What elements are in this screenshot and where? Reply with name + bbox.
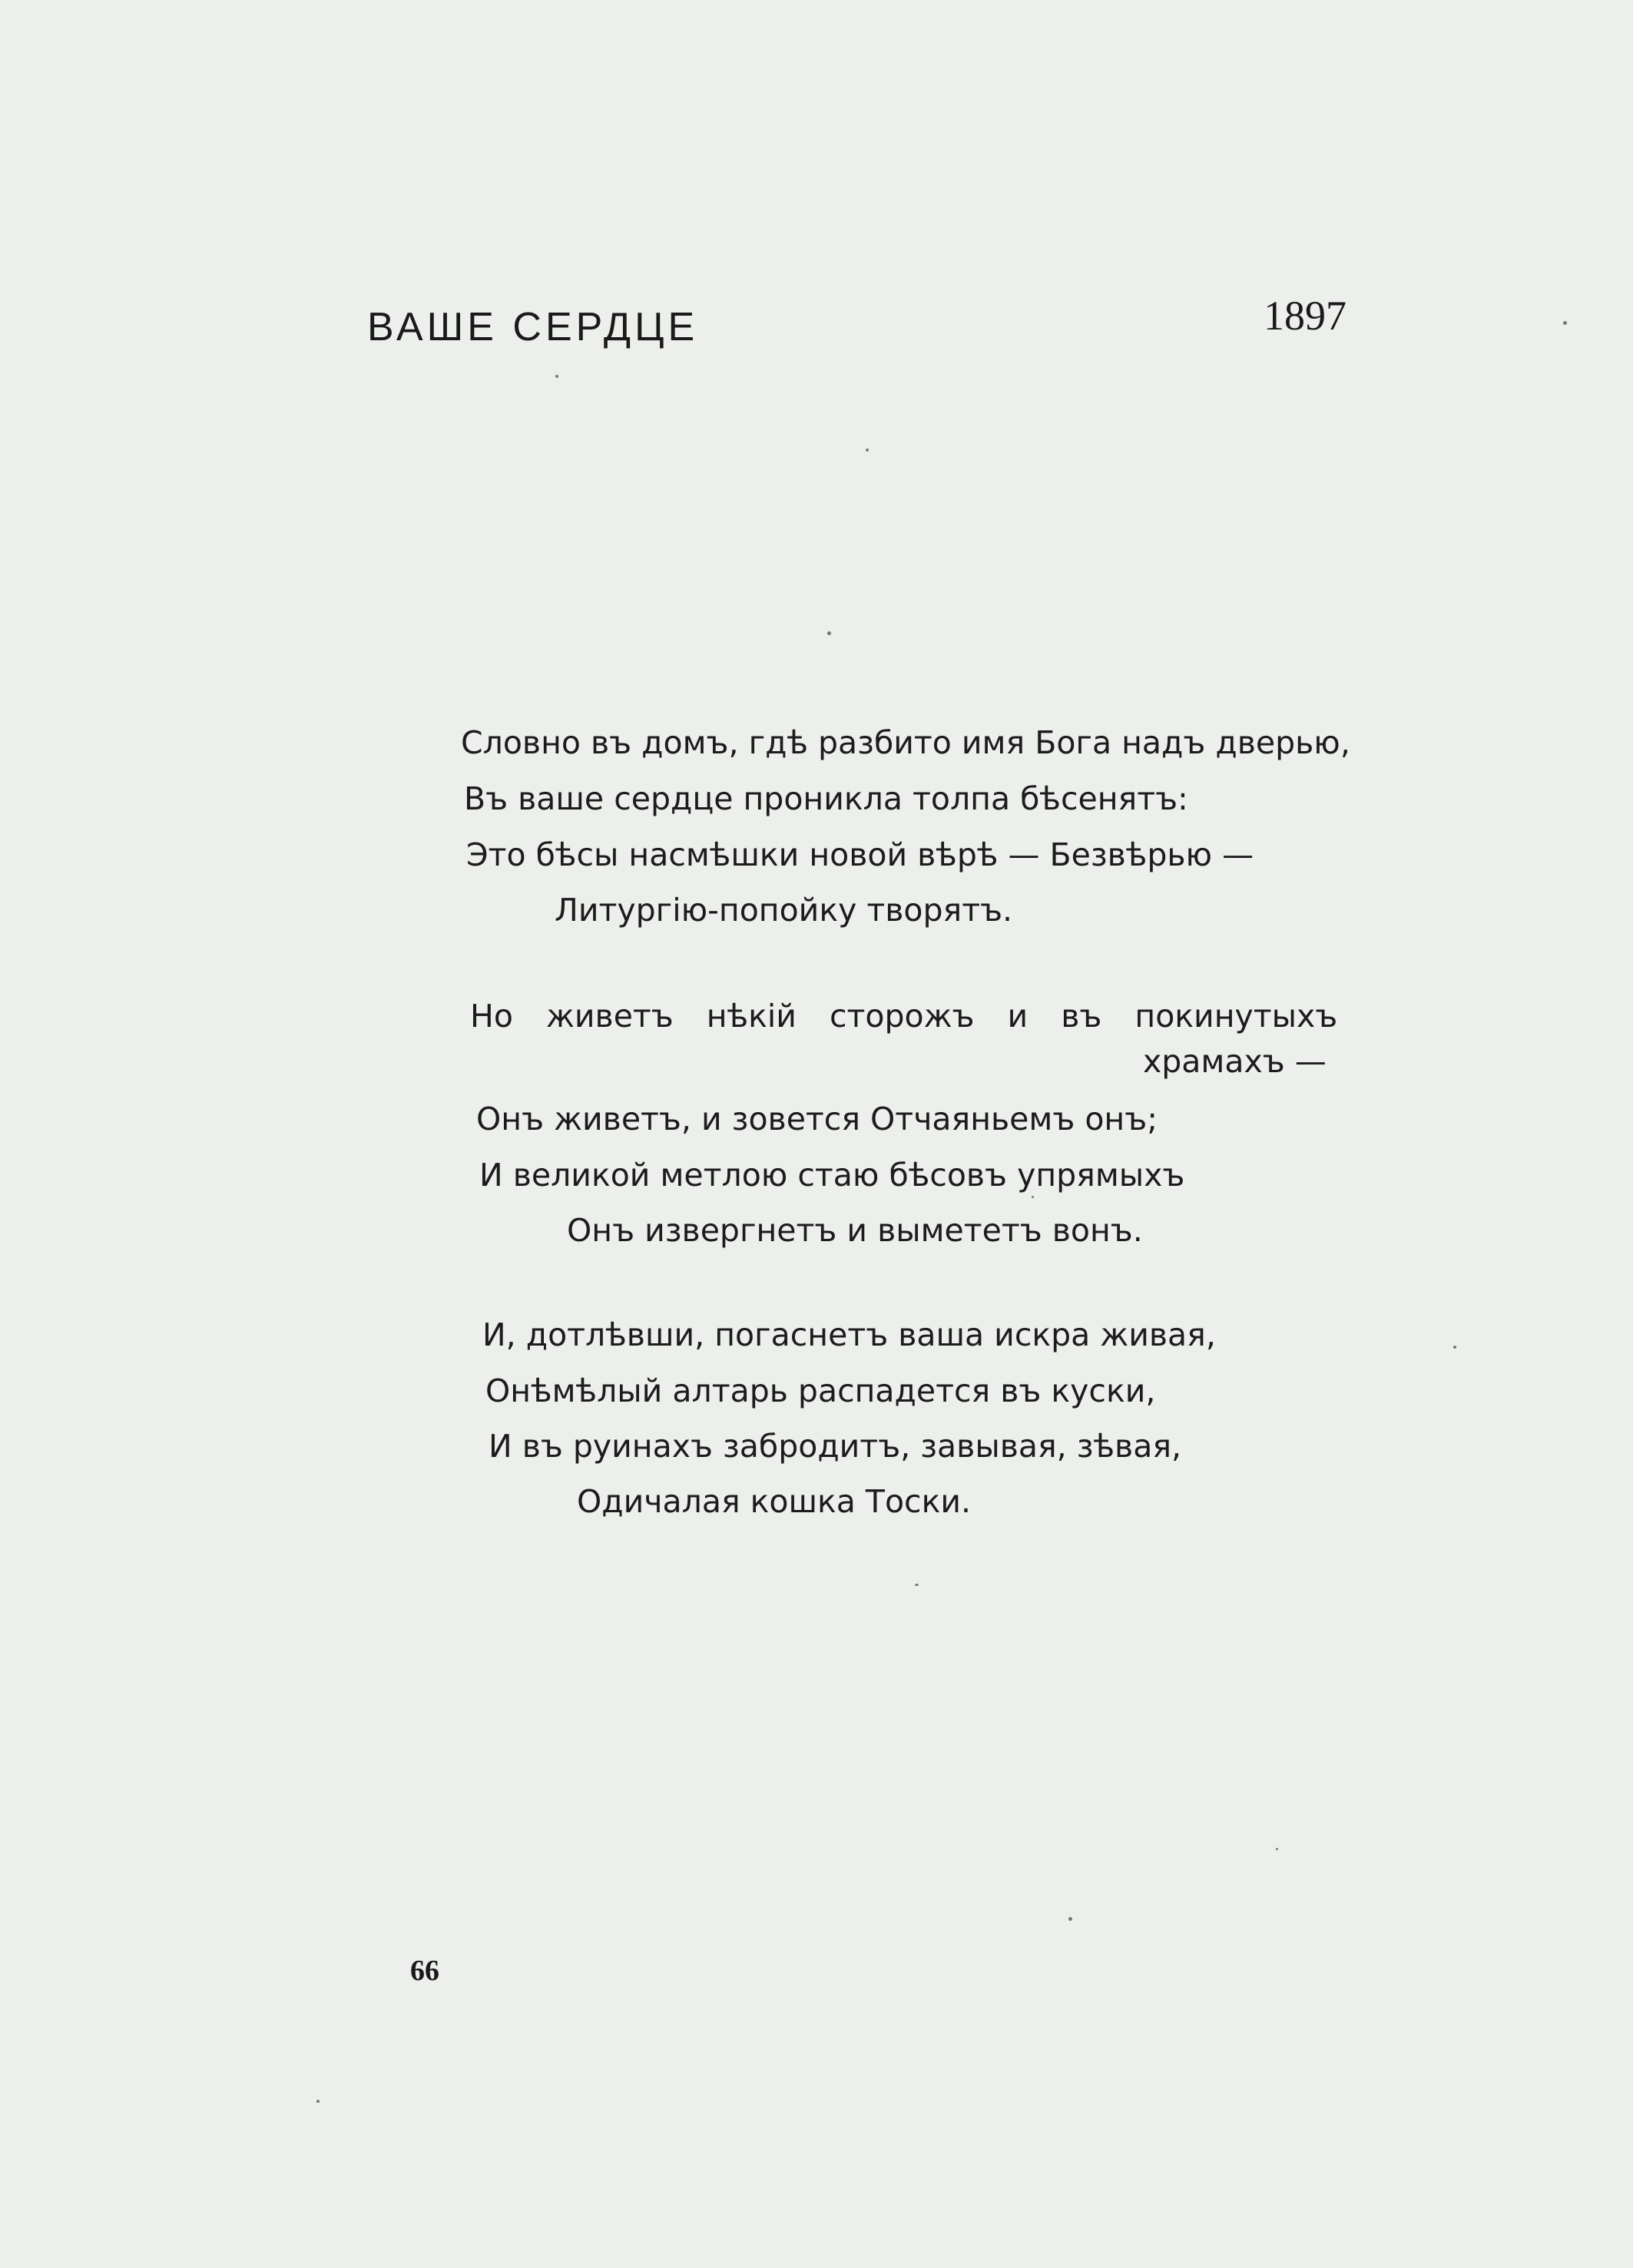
- poem-line: Онъ живетъ, и зовется Отчаяньемъ онъ;: [476, 1101, 1158, 1137]
- page-number: 66: [410, 1955, 439, 1987]
- poem-line: Онѣмѣлый алтарь распадется въ куски,: [485, 1372, 1156, 1409]
- poem-year: 1897: [1264, 293, 1346, 339]
- paper-speck: [827, 631, 831, 635]
- paper-speck: [1068, 1917, 1072, 1921]
- poem-line: Онъ извергнетъ и вымететъ вонъ.: [567, 1212, 1143, 1249]
- poem-line: Но живетъ нѣкій сторожъ и въ покинутыхъ: [470, 998, 1338, 1035]
- poem-line: Въ ваше сердце проникла толпа бѣсенятъ:: [464, 780, 1188, 817]
- paper-speck: [866, 449, 869, 452]
- poem-line: И въ руинахъ забродитъ, завывая, зѣвая,: [489, 1428, 1182, 1465]
- poem-title: ВАШЕ СЕРДЦЕ: [367, 305, 699, 349]
- poem-line: Словно въ домъ, гдѣ разбито имя Бога надъ дверью,: [461, 724, 1350, 761]
- poem-line: И великой метлою стаю бѣсовъ упрямыхъ: [479, 1157, 1185, 1194]
- paper-speck: [316, 2100, 320, 2103]
- paper-speck: [1276, 1848, 1278, 1850]
- paper-speck: [1032, 1196, 1034, 1198]
- poem-line: Одичалая кошка Тоски.: [577, 1483, 972, 1520]
- poem-line: храмахъ —: [1143, 1043, 1327, 1080]
- paper-speck: [915, 1584, 919, 1586]
- paper-speck: [1453, 1346, 1456, 1349]
- paper-speck: [1563, 321, 1567, 325]
- poem-line: Это бѣсы насмѣшки новой вѣрѣ — Безвѣрью —: [466, 836, 1254, 873]
- poem-line: Литургію-попойку творятъ.: [555, 892, 1013, 929]
- poem-line: И, дотлѣвши, погаснетъ ваша искра живая,: [482, 1316, 1216, 1353]
- paper-speck: [555, 375, 558, 378]
